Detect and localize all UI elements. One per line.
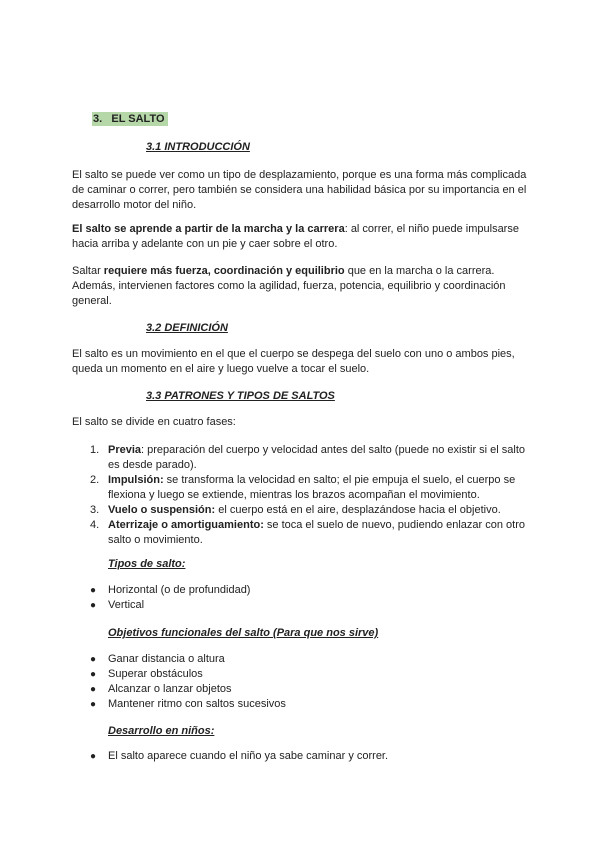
intro-p2-bold: El salto se aprende a partir de la marcha y la carrera bbox=[72, 223, 345, 235]
bullet-icon: ● bbox=[90, 600, 97, 611]
list-item-text: Horizontal (o de profundidad) bbox=[108, 584, 251, 596]
phase-title: Previa bbox=[108, 444, 142, 456]
phase-item bbox=[72, 518, 528, 548]
section-heading bbox=[92, 112, 168, 127]
section-number: 3. bbox=[93, 113, 103, 125]
phase-item bbox=[72, 443, 528, 473]
bullet-icon: ● bbox=[90, 669, 97, 680]
list-item bbox=[72, 682, 286, 697]
bullet-icon: ● bbox=[90, 684, 97, 695]
intro-paragraph-2 bbox=[72, 222, 532, 252]
bullet-icon: ● bbox=[90, 699, 97, 710]
phase-title: Impulsión: bbox=[108, 474, 164, 486]
phase-number: 2. bbox=[90, 474, 100, 486]
objetivos-heading: Objetivos funcionales del salto (Para que nos sirve) bbox=[108, 627, 379, 639]
intro-p3-rest: que en la marcha o la carrera. Además, intervienen factores como la agilidad, fuerza, potencia, equilibrio y coordinación general. bbox=[72, 265, 506, 307]
list-item bbox=[72, 667, 286, 682]
patterns-heading: 3.3 PATRONES Y TIPOS DE SALTOS bbox=[146, 390, 335, 402]
phase-title: Aterrizaje o amortiguamiento: bbox=[108, 519, 264, 531]
list-item-text: Vertical bbox=[108, 599, 145, 611]
intro-p3-bold: requiere más fuerza, coordinación y equilibrio bbox=[103, 265, 345, 277]
list-item-text: Alcanzar o lanzar objetos bbox=[108, 683, 232, 695]
desarrollo-heading: Desarrollo en niños: bbox=[108, 725, 215, 737]
section-title: EL SALTO bbox=[111, 113, 165, 125]
intro-paragraph-1: El salto se puede ver como un tipo de desplazamiento, porque es una forma más complicada de caminar o correr, pero también se considera una habilidad básica por su importancia en el desarrollo motor del niño. bbox=[72, 169, 527, 211]
phases-list bbox=[72, 443, 528, 548]
intro-paragraph-3 bbox=[72, 264, 532, 309]
phase-description: el cuerpo está en el aire, desplazándose hacia el objetivo. bbox=[215, 504, 501, 516]
bullet-icon: ● bbox=[90, 585, 97, 596]
tipos-list bbox=[72, 583, 250, 613]
list-item-text: Mantener ritmo con saltos sucesivos bbox=[108, 698, 286, 710]
phase-number: 1. bbox=[90, 444, 100, 456]
phase-item bbox=[72, 473, 528, 503]
phase-number: 4. bbox=[90, 519, 100, 531]
phase-description: se transforma la velocidad en salto; el pie empuja el suelo, el cuerpo se flexiona y luego se extiende, mientras los brazos acompañan el movimiento. bbox=[108, 474, 516, 501]
intro-p2-rest: : al correr, el niño puede impulsarse hacia arriba y adelante con un pie y caer sobre el otro. bbox=[72, 223, 519, 250]
list-item-text: Superar obstáculos bbox=[108, 668, 203, 680]
intro-p3-start: Saltar bbox=[72, 265, 104, 277]
list-item-text: Ganar distancia o altura bbox=[108, 653, 225, 665]
definition-paragraph: El salto es un movimiento en el que el cuerpo se despega del suelo con uno o ambos pies, queda un momento en el aire y luego vuelve a tocar el suelo. bbox=[72, 348, 515, 375]
phase-item bbox=[72, 503, 528, 518]
list-item bbox=[72, 749, 388, 764]
patterns-intro: El salto se divide en cuatro fases: bbox=[72, 416, 236, 428]
phase-description: : preparación del cuerpo y velocidad antes del salto (puede no existir si el salto es desde parado). bbox=[108, 444, 526, 471]
list-item bbox=[72, 583, 250, 598]
definition-heading: 3.2 DEFINICIÓN bbox=[146, 322, 228, 334]
objetivos-list bbox=[72, 652, 286, 712]
list-item bbox=[72, 697, 286, 712]
tipos-heading: Tipos de salto: bbox=[108, 558, 186, 570]
phase-number: 3. bbox=[90, 504, 100, 516]
intro-heading: 3.1 INTRODUCCIÓN bbox=[146, 141, 250, 153]
bullet-icon: ● bbox=[90, 751, 97, 762]
list-item-text: El salto aparece cuando el niño ya sabe caminar y correr. bbox=[108, 750, 389, 762]
list-item bbox=[72, 652, 286, 667]
phase-title: Vuelo o suspensión: bbox=[108, 504, 216, 516]
desarrollo-list bbox=[72, 749, 388, 764]
phase-description: se toca el suelo de nuevo, pudiendo enlazar con otro salto o movimiento. bbox=[108, 519, 525, 546]
bullet-icon: ● bbox=[90, 654, 97, 665]
list-item bbox=[72, 598, 250, 613]
